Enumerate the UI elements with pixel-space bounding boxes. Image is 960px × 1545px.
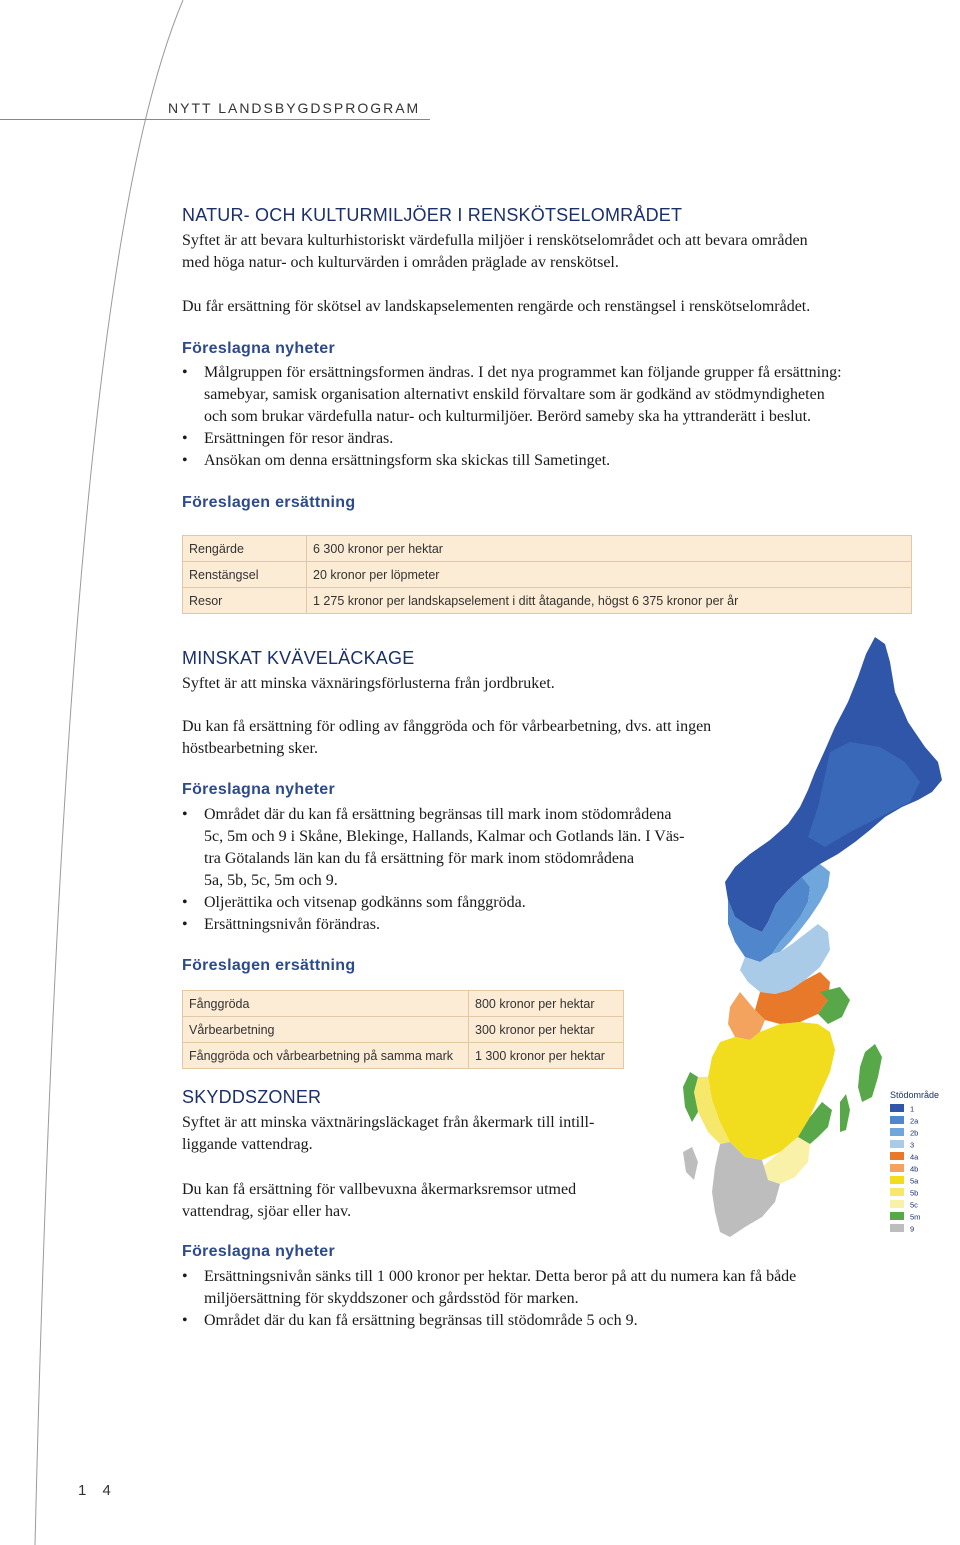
legend-swatch [890,1176,904,1184]
table-cell: Fånggröda och vårbearbetning på samma mark [183,1043,469,1069]
table-cell: 20 kronor per löpmeter [307,562,912,588]
running-head: NYTT LANDSBYGDSPROGRAM [168,100,421,116]
list-item: • Ansökan om denna ersättningsform ska skickas till Sametinget. [182,450,922,472]
page-number: 1 4 [78,1482,117,1499]
table-cell: 300 kronor per hektar [469,1017,624,1043]
header-rule [0,119,430,120]
section2-intro: Syftet är att minska växnäringsförlusterna från jordbruket. [182,675,555,692]
section2-para [182,716,802,760]
table-cell: 6 300 kronor per hektar [307,536,912,562]
list-item: • Ersättningen för resor ändras. [182,428,922,450]
legend-swatch [890,1188,904,1196]
legend-swatch [890,1116,904,1124]
section3-intro-line: liggande vattendrag. [182,1136,313,1153]
table-cell: Vårbearbetning [183,1017,469,1043]
legend-label: 2b [910,1128,919,1138]
legend-label: 2a [910,1116,919,1126]
section2-title: MINSKAT KVÄVELÄCKAGE [182,648,415,668]
section3-intro [182,1112,682,1156]
legend-swatch [890,1164,904,1172]
table-row [183,562,912,588]
table-cell: 1 300 kronor per hektar [469,1043,624,1069]
section2-comp-heading: Föreslagen ersättning [182,957,356,974]
legend-label: 4b [910,1164,919,1174]
legend-swatch [890,1212,904,1220]
legend-label: 3 [910,1140,915,1150]
legend-swatch [890,1104,904,1112]
table-cell: 1 275 kronor per landskapselement i ditt åtagande, högst 6 375 kronor per år [307,588,912,614]
list-item: • Målgruppen för ersättningsformen ändras. I det nya programmet kan följande grupper få ersättning: samebyar, samisk organisation alternativt enskild förvaltare som är godkänd av stödmyndigheten och som brukar värdefulla natur- och kulturmiljöer. Berörd sameby ska ha yttranderätt i beslut. [182,362,922,428]
table-row [183,1043,624,1069]
list-item: • Ersättningsnivån sänks till 1 000 kronor per hektar. Detta beror på att du numera kan få både miljöersättning för skyddszoner och gårdsstöd för marken. [182,1266,922,1310]
section1-intro-line: Syftet är att bevara kulturhistoriskt värdefulla miljöer i renskötselområdet och att bevara områden [182,232,808,249]
table-cell: Fånggröda [183,991,469,1017]
section3-news-heading: Föreslagna nyheter [182,1243,336,1260]
list-item: • Området där du kan få ersättning begränsas till mark inom stödområdena 5c, 5m och 9 i Skåne, Blekinge, Hallands, Kalmar och Gotlands län. I Väs- tra Götalands län kan du få ersättning för mark inom stödområdena 5a, 5b, 5c, 5m och 9. [182,804,762,892]
legend-label: 9 [910,1224,915,1234]
map-legend-title: Stödområde [890,1090,940,1100]
legend-swatch [890,1152,904,1160]
legend-swatch [890,1140,904,1148]
legend-label: 5b [910,1188,919,1198]
section2-compensation-table [182,990,624,1069]
legend-label: 5m [910,1212,921,1222]
legend-label: 5c [910,1200,918,1210]
section3-para-line: Du kan få ersättning för vallbevuxna åkermarksremsor utmed [182,1181,577,1198]
legend-label: 5a [910,1176,919,1186]
section2-news-heading: Föreslagna nyheter [182,781,336,798]
section2-news-list [182,804,762,936]
table-row [183,536,912,562]
list-item: • Området där du kan få ersättning begränsas till stödområde 5 och 9. [182,1310,922,1332]
section2-para-line: Du kan få ersättning för odling av fånggröda och för vårbearbetning, dvs. att ingen [182,718,712,735]
legend-swatch [890,1200,904,1208]
table-row [183,991,624,1017]
section3-para-line: vattendrag, sjöar eller hav. [182,1203,352,1220]
list-item: • Oljerättika och vitsenap godkänns som fånggröda. [182,892,762,914]
legend-swatch [890,1224,904,1232]
section3-para [182,1179,682,1223]
list-item: • Ersättningsnivån förändras. [182,914,762,936]
section1-title: NATUR- OCH KULTURMILJÖER I RENSKÖTSELOMRÅDET [182,205,683,225]
table-cell: Renstängsel [183,562,307,588]
table-cell: Resor [183,588,307,614]
table-cell: 800 kronor per hektar [469,991,624,1017]
legend-swatch [890,1128,904,1136]
section1-intro-line: med höga natur- och kulturvärden i områden präglade av renskötsel. [182,254,619,271]
section1-news-heading: Föreslagna nyheter [182,340,336,357]
section3-intro-line: Syftet är att minska växtnäringsläckaget från åkermark till intill- [182,1114,595,1131]
section1-comp-heading: Föreslagen ersättning [182,494,356,511]
section1-para: Du får ersättning för skötsel av landskapselementen rengärde och renstängsel i renskötselområdet. [182,298,811,315]
legend-label: 1 [910,1104,915,1114]
map-legend [890,1090,939,1234]
section2-para-line: höstbearbetning sker. [182,740,318,757]
table-row [183,1017,624,1043]
table-cell: Rengärde [183,536,307,562]
section3-news-list [182,1266,922,1332]
section1-news-list [182,362,922,472]
table-row [183,588,912,614]
legend-label: 4a [910,1152,919,1162]
section3-title: SKYDDSZONER [182,1087,322,1107]
section1-compensation-table [182,535,912,614]
section1-intro [182,230,912,274]
